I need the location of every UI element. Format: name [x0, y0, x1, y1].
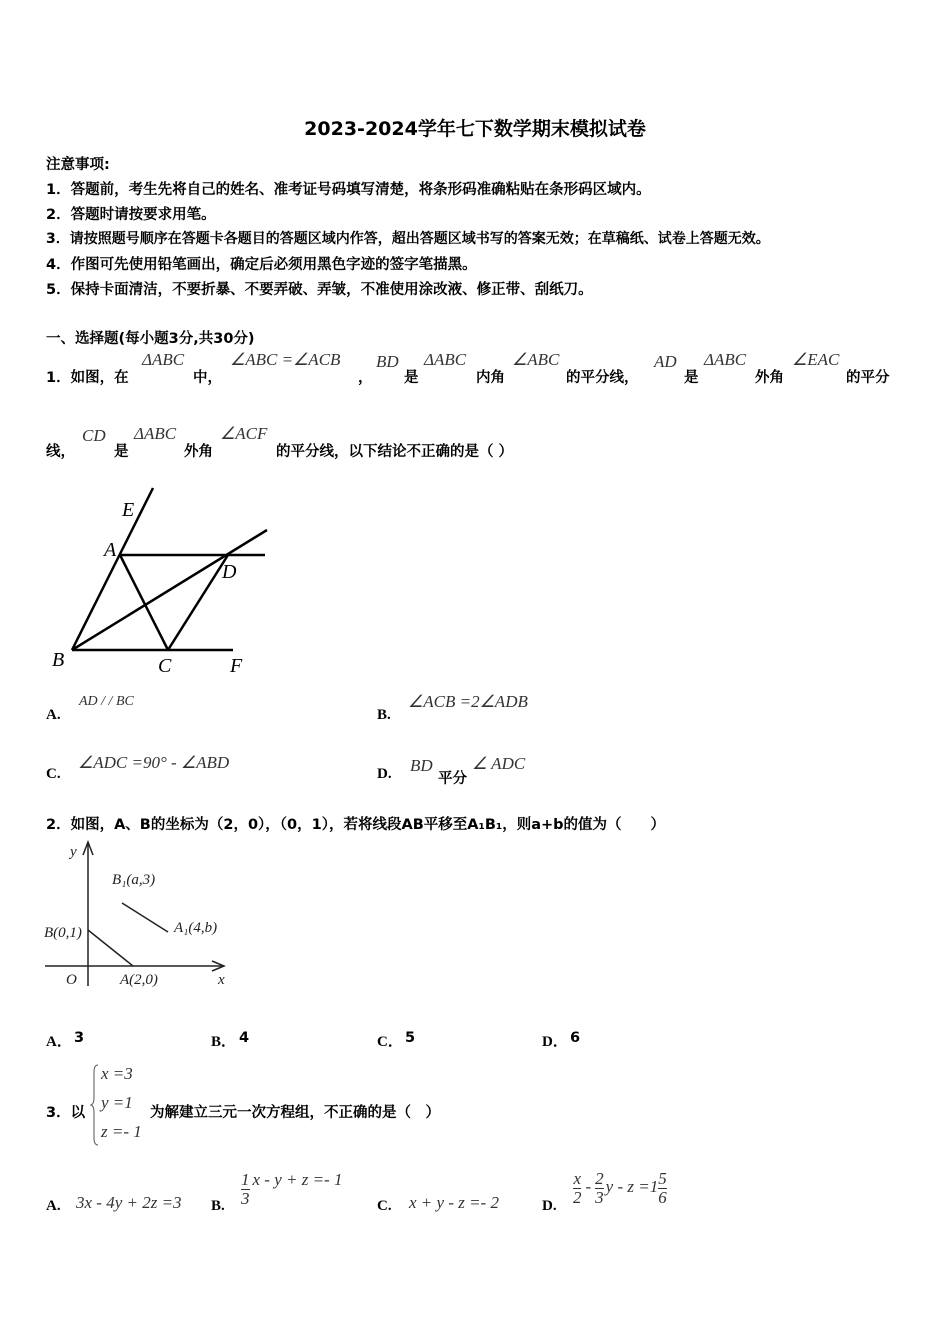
axis-label-x: x — [218, 972, 225, 988]
notice-item: 2．答题时请按要求用笔。 — [46, 207, 216, 223]
q1-text: 1．如图，在 — [46, 370, 129, 386]
section-heading: 一、选择题(每小题3分,共30分) — [46, 331, 255, 347]
q3-text: 3．以 — [46, 1105, 86, 1121]
option-value: 4 — [239, 1030, 250, 1046]
option-d-math: BD — [410, 756, 433, 775]
option-value: 3 — [74, 1030, 85, 1046]
q1-math: ∠ABC =∠ACB — [230, 350, 341, 369]
label-E: E — [122, 499, 135, 521]
expression: x - y + z =- 1 — [252, 1170, 343, 1189]
q1-math: ΔABC — [424, 350, 467, 369]
brace-icon — [90, 1064, 100, 1146]
label-B: B — [52, 649, 65, 671]
denominator: 3 — [595, 1188, 604, 1207]
option-b-math: ∠ACB =2∠ADB — [408, 692, 528, 711]
q1-math: ΔABC — [704, 350, 747, 369]
q1-math: ∠EAC — [792, 350, 840, 369]
q1-text: 是 — [404, 370, 419, 386]
q1-text: 外角 — [184, 444, 213, 460]
option-label: C. — [377, 1198, 392, 1214]
q1-text: 的平分线， — [566, 370, 639, 386]
notice-item: 5．保持卡面清洁，不要折暴、不要弄破、弄皱，不准使用涂改液、修正带、刮纸刀。 — [46, 282, 593, 298]
point-B-label: B(0,1) — [44, 925, 82, 941]
option-label: B． — [211, 1034, 237, 1050]
q2-text: 2．如图，A、B的坐标为（2，0），（0，1），若将线段AB平移至A₁B₁，则a+b的值为（ ） — [46, 817, 666, 833]
option-value: 6 — [570, 1030, 581, 1046]
numerator: x — [573, 1169, 582, 1188]
denominator: 3 — [241, 1188, 250, 1208]
notice-item: 3．请按照题号顺序在答题卡各题目的答题区域内作答，超出答题区域书写的答案无效；在草稿纸、试卷上答题无效。 — [46, 231, 770, 247]
equation: z =- 1 — [101, 1122, 142, 1141]
operator: - — [585, 1177, 592, 1197]
q1-math: ∠ABC — [512, 350, 560, 369]
q1-math: ΔABC — [142, 350, 185, 369]
label-A: A — [104, 539, 117, 561]
denominator: 6 — [658, 1188, 667, 1207]
option-label: A. — [46, 1198, 61, 1214]
option-label: A． — [46, 1034, 72, 1050]
axis-label-y: y — [70, 844, 77, 860]
q1-text: ， — [358, 370, 373, 386]
option-d-math — [573, 1170, 667, 1207]
notice-item: 1．答题前，考生先将自己的姓名、准考证号码填写清楚，将条形码准确粘贴在条形码区域内。 — [46, 182, 651, 198]
point-B1-label: B₁(a,3) — [112, 872, 156, 888]
q1-geometry-figure — [40, 480, 280, 680]
equation: y =1 — [101, 1093, 133, 1112]
q1-math: CD — [82, 426, 106, 445]
notice-item: 4．作图可先使用铅笔画出，确定后必须用黑色字迹的签字笔描黑。 — [46, 257, 477, 273]
numerator: 2 — [595, 1169, 604, 1188]
q1-math: ∠ACF — [220, 424, 268, 443]
label-F: F — [230, 655, 243, 677]
q1-math: AD — [654, 352, 677, 371]
option-label: B. — [377, 707, 391, 723]
q2-coordinate-figure — [40, 838, 240, 998]
option-a-math: 3x - 4y + 2z =3 — [76, 1193, 182, 1212]
numerator: 1 — [241, 1169, 250, 1189]
option-c-math: ∠ADC =90° - ∠ABD — [78, 753, 230, 772]
option-label: D． — [542, 1034, 568, 1050]
q1-text: 的平分 — [846, 370, 890, 386]
denominator: 2 — [573, 1188, 582, 1207]
point-A-label: A(2,0) — [120, 972, 158, 988]
option-label: C． — [377, 1034, 403, 1050]
option-d-math: ∠ ADC — [472, 754, 526, 773]
expression: y - z =1 — [605, 1177, 659, 1197]
point-A1-label: A₁(4,b) — [174, 920, 218, 936]
q1-text: 的平分线，以下结论不正确的是（ ） — [276, 444, 514, 460]
label-C: C — [158, 655, 172, 677]
label-D: D — [222, 561, 237, 583]
option-c-math: x + y - z =- 2 — [409, 1193, 499, 1212]
option-label: A. — [46, 707, 61, 723]
option-a-math: AD / / BC — [79, 694, 134, 709]
option-value: 5 — [405, 1030, 416, 1046]
option-label: D. — [542, 1198, 557, 1214]
option-label: B. — [211, 1198, 225, 1214]
q1-text: 是 — [684, 370, 699, 386]
q1-text: 中， — [193, 370, 222, 386]
option-d-text: 平分 — [438, 771, 467, 787]
q3-text: 为解建立三元一次方程组，不正确的是（ ） — [150, 1105, 440, 1121]
q1-text: 外角 — [755, 370, 784, 386]
option-b-math — [241, 1170, 342, 1208]
q1-math: BD — [376, 352, 399, 371]
q1-text: 线， — [46, 444, 75, 460]
option-label: D. — [377, 766, 392, 782]
numerator: 5 — [658, 1169, 667, 1188]
q1-text: 是 — [114, 444, 129, 460]
q1-text: 内角 — [476, 370, 505, 386]
equation: x =3 — [101, 1064, 133, 1083]
origin-label: O — [66, 972, 77, 988]
notice-heading: 注意事项: — [46, 157, 110, 173]
page-title: 2023-2024学年七下数学期末模拟试卷 — [304, 118, 646, 140]
q1-math: ΔABC — [134, 424, 177, 443]
option-label: C. — [46, 766, 61, 782]
